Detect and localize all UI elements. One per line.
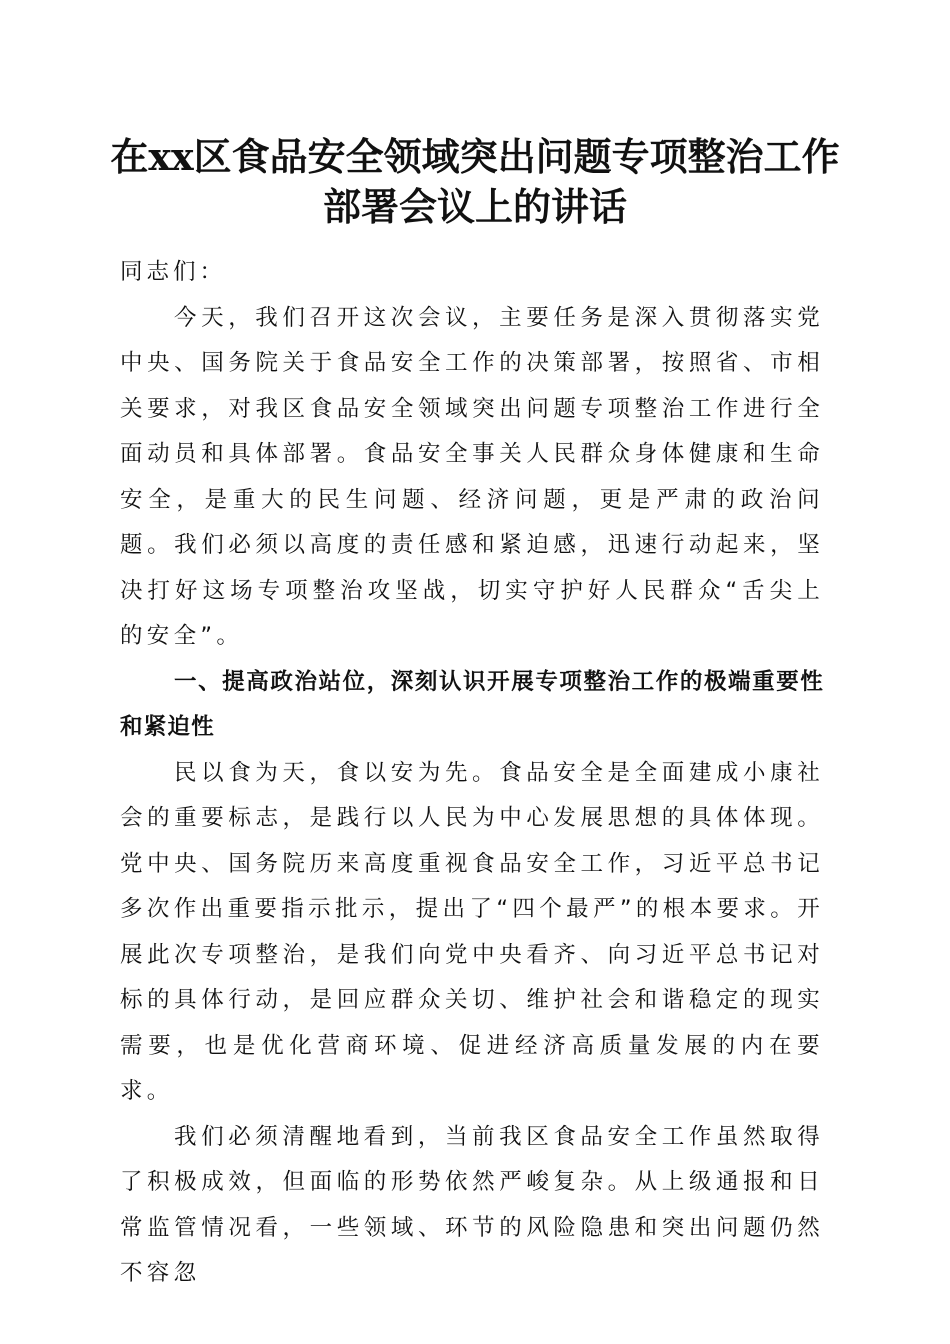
- title-line-2: 部署会议上的讲话: [322, 184, 627, 229]
- salutation: 同志们：: [120, 259, 227, 285]
- title-line-1: 在xx区食品安全领域突出问题专项整治工作: [110, 134, 840, 179]
- paragraph-situation: 我们必须清醒地看到，当前我区食品安全工作虽然取得了积极成效，但面临的形势依然严峻复杂。从上级通报和日常监管情况看，一些领域、环节的风险隐患和突出问题仍然不容忽: [120, 1123, 824, 1286]
- document-title: [100, 132, 850, 232]
- section-heading-1: 一、提高政治站位，深刻认识开展专项整治工作的极端重要性和紧迫性: [120, 668, 824, 740]
- paragraph-importance: 民以食为天，食以安为先。食品安全是全面建成小康社会的重要标志，是践行以人民为中心发展思想的具体体现。党中央、国务院历来高度重视食品安全工作，习近平总书记多次作出重要指示批示，提出了“四个最严”的根本要求。开展此次专项整治，是我们向党中央看齐、向习近平总书记对标的具体行动，是回应群众关切、维护社会和谐稳定的现实需要，也是优化营商环境、促进经济高质量发展的内在要求。: [120, 759, 824, 1104]
- paragraph-intro: 今天，我们召开这次会议，主要任务是深入贯彻落实党中央、国务院关于食品安全工作的决策部署，按照省、市相关要求，对我区食品安全领域突出问题专项整治工作进行全面动员和具体部署。食品安全事关人民群众身体健康和生命安全，是重大的民生问题、经济问题，更是严肃的政治问题。我们必须以高度的责任感和紧迫感，迅速行动起来，坚决打好这场专项整治攻坚战，切实守护好人民群众“舌尖上的安全”。: [120, 304, 824, 649]
- document-body: [120, 250, 824, 1297]
